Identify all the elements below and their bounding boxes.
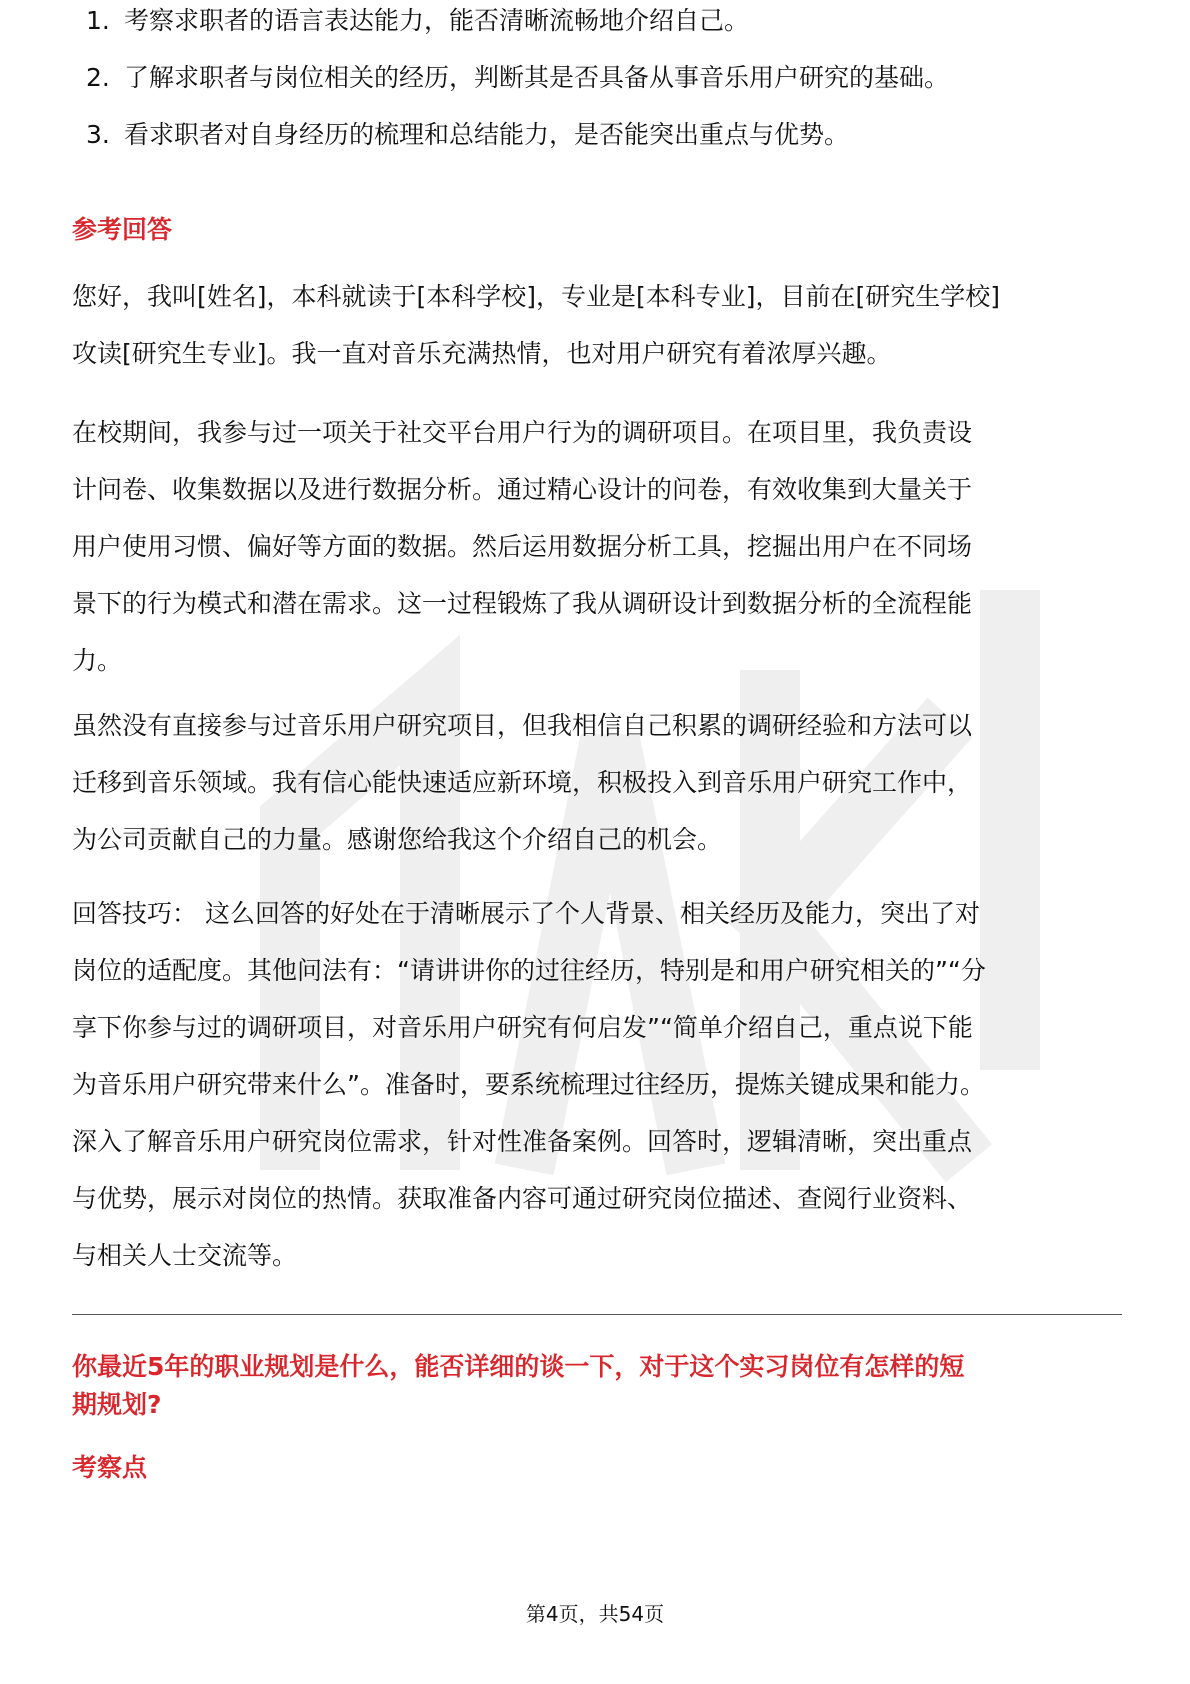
evaluation-point-heading: 考察点 bbox=[72, 1453, 148, 1482]
question-line: 你最近5年的职业规划是什么，能否详细的谈一下，对于这个实习岗位有怎样的短 bbox=[72, 1352, 965, 1381]
list-item bbox=[86, 0, 1116, 49]
paragraph-line: 与优势，展示对岗位的热情。获取准备内容可通过研究岗位描述、查阅行业资料、 bbox=[72, 1184, 973, 1213]
answer-paragraph-project bbox=[72, 404, 1122, 689]
paragraph-line: 您好，我叫[姓名]，本科就读于[本科学校]，专业是[本科专业]，目前在[研究生学校] bbox=[72, 282, 1001, 311]
paragraph-line: 与相关人士交流等。 bbox=[72, 1241, 298, 1270]
list-item-text: 了解求职者与岗位相关的经历，判断其是否具备从事音乐用户研究的基础。 bbox=[124, 63, 950, 92]
paragraph-line: 迁移到音乐领域。我有信心能快速适应新环境，积极投入到音乐用户研究工作中， bbox=[72, 768, 973, 797]
question-line: 期规划? bbox=[72, 1390, 162, 1419]
paragraph-line: 回答技巧： 这么回答的好处在于清晰展示了个人背景、相关经历及能力，突出了对 bbox=[72, 899, 980, 928]
paragraph-line: 为公司贡献自己的力量。感谢您给我这个介绍自己的机会。 bbox=[72, 825, 723, 854]
list-item bbox=[86, 106, 1116, 163]
paragraph-line: 计问卷、收集数据以及进行数据分析。通过精心设计的问卷，有效收集到大量关于 bbox=[72, 475, 973, 504]
evaluation-criteria-list bbox=[86, 6, 1116, 163]
paragraph-line: 为音乐用户研究带来什么”。准备时，要系统梳理过往经历，提炼关键成果和能力。 bbox=[72, 1070, 985, 1099]
paragraph-line: 在校期间，我参与过一项关于社交平台用户行为的调研项目。在项目里，我负责设 bbox=[72, 418, 973, 447]
paragraph-line: 享下你参与过的调研项目，对音乐用户研究有何启发”“简单介绍自己，重点说下能 bbox=[72, 1013, 973, 1042]
list-item-text: 考察求职者的语言表达能力，能否清晰流畅地介绍自己。 bbox=[124, 6, 750, 35]
list-item-number: 1. bbox=[86, 6, 110, 35]
list-item-text: 看求职者对自身经历的梳理和总结能力，是否能突出重点与优势。 bbox=[124, 120, 850, 149]
answer-paragraph-intro bbox=[72, 268, 1122, 382]
paragraph-line: 虽然没有直接参与过音乐用户研究项目，但我相信自己积累的调研经验和方法可以 bbox=[72, 711, 973, 740]
paragraph-line: 用户使用习惯、偏好等方面的数据。然后运用数据分析工具，挖掘出用户在不同场 bbox=[72, 532, 973, 561]
page-footer: 第4页，共54页 bbox=[525, 1602, 665, 1626]
next-question-title bbox=[72, 1348, 1122, 1424]
section-divider bbox=[72, 1314, 1122, 1315]
paragraph-line: 岗位的适配度。其他问法有：“请讲讲你的过往经历，特别是和用户研究相关的”“分 bbox=[72, 956, 986, 985]
list-item-number: 3. bbox=[86, 120, 110, 149]
reference-answer-heading: 参考回答 bbox=[72, 215, 173, 244]
paragraph-line: 力。 bbox=[72, 646, 123, 675]
paragraph-line: 景下的行为模式和潜在需求。这一过程锻炼了我从调研设计到数据分析的全流程能 bbox=[72, 589, 973, 618]
paragraph-line: 深入了解音乐用户研究岗位需求，针对性准备案例。回答时，逻辑清晰，突出重点 bbox=[72, 1127, 973, 1156]
list-item bbox=[86, 49, 1116, 106]
answer-paragraph-closing bbox=[72, 697, 1122, 868]
list-item-number: 2. bbox=[86, 63, 110, 92]
answer-tips-paragraph bbox=[72, 885, 1122, 1284]
paragraph-line: 攻读[研究生专业]。我一直对音乐充满热情，也对用户研究有着浓厚兴趣。 bbox=[72, 339, 892, 368]
